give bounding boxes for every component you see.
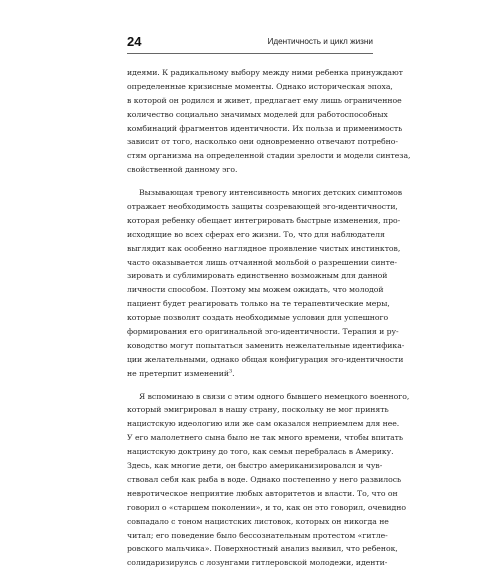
text-line: личности способом. Поэтому мы можем ожидать, что молодой [127, 285, 384, 295]
text-line: ководство могут попытаться заменить нежелательные идентифика- [127, 340, 405, 350]
text-line: Вызывающая тревогу интенсивность многих детских симптомов [139, 188, 403, 198]
body-text [127, 66, 411, 570]
text-line: нацистскую доктрину до того, как семья перебралась в Америку. [127, 447, 394, 457]
text-line: которые позволят создать необходимые условия для успешного [127, 313, 389, 323]
text-line: выглядит как особенно наглядное проявление чистых инстинктов, [127, 243, 401, 253]
page-header [127, 34, 373, 52]
footnote-marker[interactable]: 3 [229, 368, 233, 375]
text-line: солидаризируясь с лозунгами гитлеровской молодежи, иденти- [127, 558, 388, 568]
text-line: стям организма на определенной стадии зрелости и модели синтеза, [127, 151, 411, 161]
paragraph [127, 66, 411, 177]
text-line: зировать и сублимировать единственно возможным для данной [127, 271, 388, 281]
text-line: совпадало с тоном нацистских листовок, которых он никогда не [127, 516, 389, 526]
text-line: свойственной данному эго. [127, 165, 238, 175]
page-number: 24 [127, 34, 142, 49]
text-line: ции желательными, однако общая конфигурация эго-идентичности [127, 354, 404, 364]
text-line: количество социально значимых моделей для работоспособных [127, 109, 388, 119]
text-line: зависит от того, насколько они одновременно отвечают потребно- [127, 137, 398, 147]
text-line: читал; его поведение было бессознательным протестом «гитле- [127, 530, 388, 540]
text-line: исходящие во всех сферах его жизни. То, что для наблюдателя [127, 229, 385, 239]
paragraph-gap [127, 177, 373, 186]
header-rule [127, 53, 373, 54]
running-title: Идентичность и цикл жизни [267, 37, 373, 46]
text-line: Здесь, как многие дети, он быстро американизировался и чув- [127, 461, 383, 471]
text-line: которая ребенку обещает интегрировать быстрые изменения, про- [127, 215, 401, 225]
text-line: в которой он родился и живет, предлагает ему лишь ограниченное [127, 95, 402, 105]
text-line: ровского мальчика». Поверхностный анализ выявил, что ребенок, [127, 544, 398, 554]
text-line: пациент будет реагировать только на те терапевтические меры, [127, 299, 390, 309]
text-line: который эмигрировал в нашу страну, поскольку не мог принять [127, 405, 389, 415]
line-tail: . [232, 368, 235, 378]
text-line: отражает необходимость защиты созревающей эго-идентичности, [127, 202, 398, 212]
text-line: невротическое неприятие любых авторитетов и власти. То, что он [127, 488, 398, 498]
text-line: Я вспоминаю в связи с этим одного бывшего немецкого военного, [139, 391, 410, 401]
paragraph [127, 186, 405, 380]
text-line: определенные кризисные моменты. Однако историческая эпоха, [127, 81, 393, 91]
paragraph [127, 390, 410, 570]
paragraph-gap [127, 381, 373, 390]
text-line: У его малолетнего сына было не так много времени, чтобы впитать [127, 433, 404, 443]
text-line: часто оказывается лишь отчаянной мольбой о разрешении синте- [127, 257, 397, 267]
text-line: ствовал себя как рыба в воде. Однако постепенно у него развилось [127, 474, 402, 484]
text-line: говорил о «старшем поколении», и то, как он это говорил, очевидно [127, 502, 406, 512]
text-line: не претерпит изменений$^3$. [127, 368, 235, 378]
text-line: нацистскую идеологию или же сам оказался неприемлем для нее. [127, 419, 400, 429]
text-line: формирования его оригинальной эго-идентичности. Терапия и ру- [127, 327, 399, 337]
text-line: идеями. К радикальному выбору между ними ребенка принуждают [127, 68, 403, 77]
text-line: комбинаций фрагментов идентичности. Их польза и применимость [127, 123, 403, 133]
